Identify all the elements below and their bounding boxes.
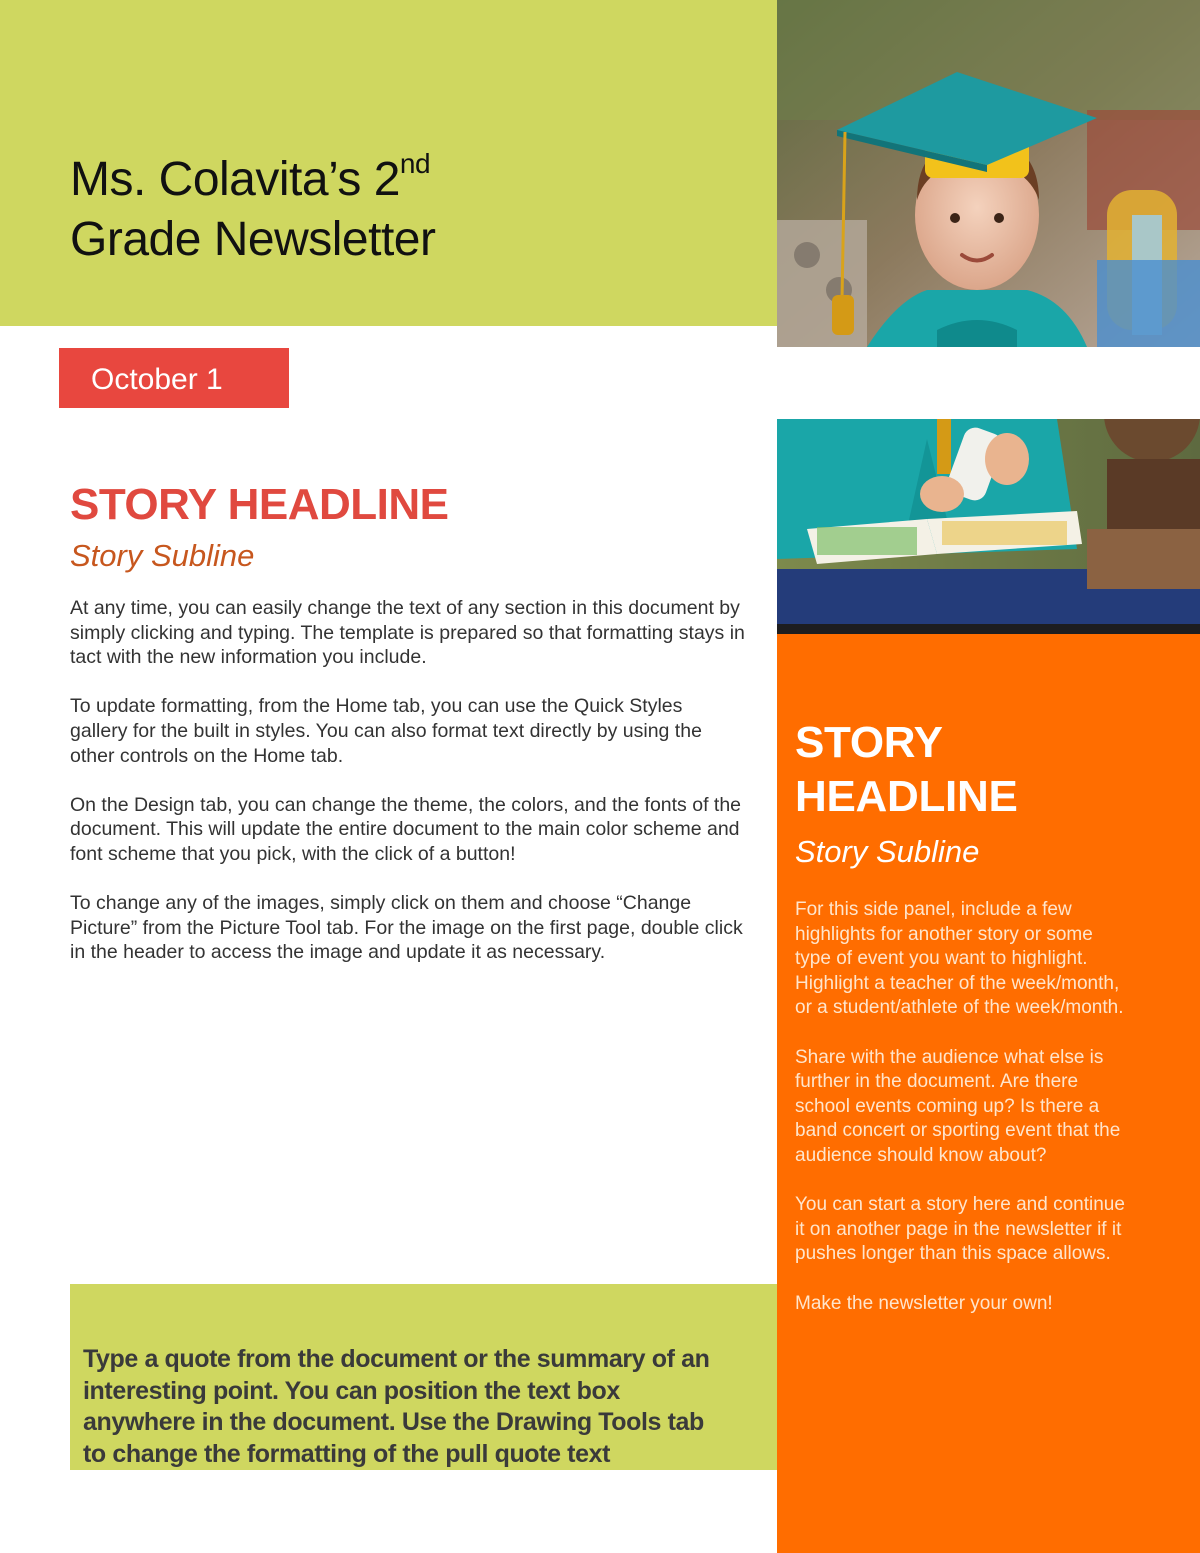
side-story-headline: STORY HEADLINE	[795, 718, 1018, 821]
pull-quote-text: Type a quote from the document or the summary of an interesting point. You can position the text box anywhere in the document. Use the Drawing Tools tab to change the formatting of the pull quote text	[83, 1345, 710, 1468]
main-story-paragraph: On the Design tab, you can change the theme, the colors, and the fonts of the document. This will update the entire document to the main color scheme and font scheme that you pick, with the click of a button!	[70, 793, 742, 865]
newsletter-title	[70, 150, 435, 270]
white-strip	[777, 347, 1119, 419]
main-story-paragraph: At any time, you can easily change the text of any section in this document by simply clicking and typing. The template is prepared so that formatting stays in tact with the new information you include.	[70, 597, 745, 669]
main-story-paragraph: To update formatting, from the Home tab, you can use the Quick Styles gallery for the built in styles. You can also format text directly by using the other controls on the Home tab.	[70, 695, 702, 767]
title-line1: Ms. Colavita’s 2nd	[70, 148, 431, 206]
graduate-photo-top[interactable]	[777, 0, 1200, 347]
side-story-body	[795, 898, 1125, 1341]
side-story-paragraph: Make the newsletter your own!	[795, 1292, 1053, 1314]
graduate-photo-bottom[interactable]	[777, 419, 1200, 634]
title-line2: Grade Newsletter	[70, 213, 436, 266]
photo-divider	[777, 624, 1200, 634]
date-badge: October 1	[59, 348, 289, 408]
side-story-paragraph: Share with the audience what else is further in the document. Are there school events coming up? Is there a band concert or sporting event that the audience should know about?	[795, 1046, 1121, 1166]
side-story-paragraph: For this side panel, include a few highlights for another story or some type of event you want to highlight. Highlight a teacher of the week/month, or a student/athlete of the week/month.	[795, 899, 1124, 1019]
main-story-paragraph: To change any of the images, simply click on them and choose “Change Picture” from the Picture Tool tab. For the image on the first page, double click in the header to access the image and update it as necessary.	[70, 892, 743, 964]
title-superscript: nd	[399, 148, 431, 179]
main-story-subline: Story Subline	[70, 538, 255, 573]
side-panel	[777, 634, 1200, 1553]
main-story-headline: STORY HEADLINE	[70, 480, 449, 529]
header-band	[0, 0, 777, 326]
side-story-paragraph: You can start a story here and continue it on another page in the newsletter if it pushes longer than this space allows.	[795, 1194, 1125, 1265]
side-story-subline: Story Subline	[795, 834, 980, 869]
main-story-body	[70, 596, 745, 990]
pull-quote-box[interactable]	[70, 1284, 777, 1470]
